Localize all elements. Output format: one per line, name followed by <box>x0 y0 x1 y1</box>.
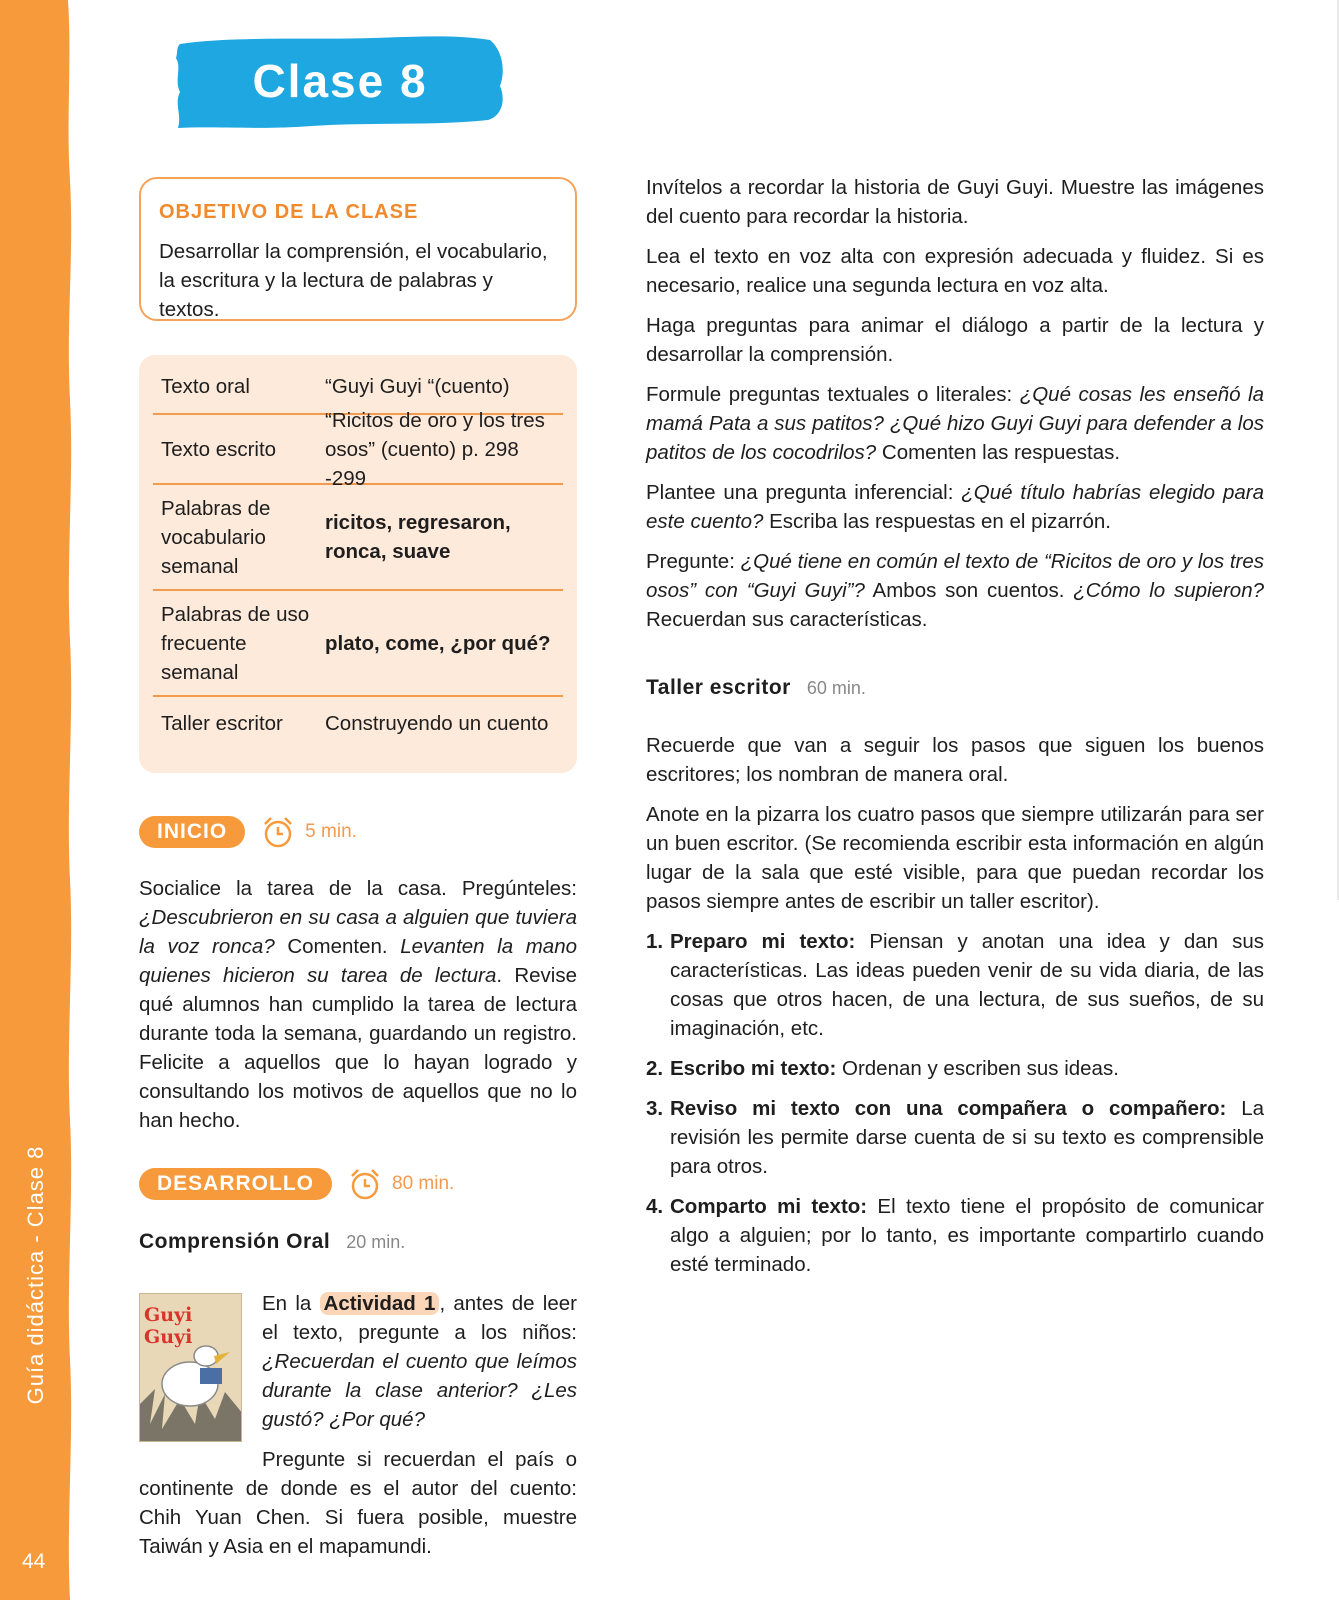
question-run: ¿Qué título habrías elegido para este cuento? <box>646 481 1264 533</box>
inicio-text: . Revise qué alumnos han cumplido la tarea de lectura durante toda la semana, guardando un registro. Felicite a aquellos que lo hayan logrado y consultando los motivos de aquellos que no lo han hecho. <box>139 964 577 1132</box>
step-text: El texto tiene el propósito de comunicar algo a alguien; por lo tanto, es importante compartirlo cuando esté terminado. <box>670 1195 1264 1276</box>
objective-box <box>139 177 577 321</box>
right-p3: Haga preguntas para animar el diálogo a partir de la lectura y desarrollar la comprensión. <box>646 314 1264 366</box>
question-run: ¿Qué cosas les enseñó la mamá Pata a sus patitos? ¿Qué hizo Guyi Guyi para defender a los patitos de los cocodrilos? <box>646 383 1264 464</box>
book-cover-title: Guyi Guyi <box>144 1304 193 1348</box>
table-row <box>153 408 563 490</box>
step-number: 4. <box>646 1195 664 1218</box>
inicio-text: Comenten. <box>274 935 401 958</box>
objective-heading: OBJETIVO DE LA CLASE <box>159 201 419 223</box>
text-run: Comenten las respuestas. <box>876 441 1121 464</box>
text-run: Escriba las respuestas en el pizarrón. <box>763 510 1111 533</box>
inicio-header <box>139 815 357 849</box>
sidebar-label: Guía didáctica - Clase 8 <box>23 1145 48 1405</box>
taller-minutes: 60 min. <box>806 678 866 698</box>
taller-title: Taller escritor <box>646 676 791 699</box>
step-title: Comparto mi texto: <box>670 1195 868 1218</box>
text-run: Plantee una pregunta inferencial: <box>646 481 962 504</box>
step-text: Ordenan y escriben sus ideas. <box>836 1057 1119 1080</box>
taller-p1: Recuerde que van a seguir los pasos que siguen los buenos escritores; los nombran de manera oral. <box>646 734 1264 786</box>
list-item <box>646 1054 1264 1083</box>
objective-text: Desarrollar la comprensión, el vocabulario, la escritura y la lectura de palabras y textos. <box>159 240 548 321</box>
question-run: ¿Cómo lo supieron? <box>1073 579 1264 602</box>
page-title-banner <box>172 30 508 132</box>
text-run: Recuerdan sus características. <box>646 608 928 631</box>
step-title: Reviso mi texto con una compañera o compañero: <box>670 1097 1227 1120</box>
alarm-clock-icon <box>261 815 295 849</box>
inicio-instruction: Levanten la mano quienes hicieron su tarea de lectura <box>139 935 577 987</box>
table-key: Palabras de vocabulario semanal <box>161 496 271 578</box>
table-key: Texto escrito <box>161 437 277 461</box>
taller-p2: Anote en la pizarra los cuatro pasos que siempre utilizarán para ser un buen escritor. (Se recomienda escribir esta información en algún lugar de la sala que esté visible, para que puedan recordar los pasos siempre antes de escribir un taller escritor). <box>646 803 1264 913</box>
step-text: Piensan y anotan una idea y dan sus características. Las ideas pueden venir de su vida diaria, de las cosas que otros hacen, de una lectura, de sus sueños, de su imaginación, etc. <box>670 930 1264 1040</box>
comprension-header <box>139 1230 405 1254</box>
right-p5 <box>646 478 1264 536</box>
table-key: Texto oral <box>161 374 250 398</box>
table-key: Palabras de uso frecuente semanal <box>161 602 310 684</box>
table-row <box>153 485 563 591</box>
actividad-question: ¿Recuerdan el cuento que leímos durante la clase anterior? ¿Les gustó? ¿Por qué? <box>262 1350 577 1431</box>
step-number: 3. <box>646 1097 664 1120</box>
step-title: Preparo mi texto: <box>670 930 856 953</box>
list-item <box>646 1192 1264 1279</box>
pais-text: Pregunte si recuerdan el país o continente de donde es el autor del cuento: Chih Yuan Chen. Si fuera posible, muestre Taiwán y Asia en el mapamundi. <box>139 1448 577 1558</box>
actividad-text: , antes de leer el texto, pregunte a los niños: <box>262 1292 577 1344</box>
list-item <box>646 927 1264 1043</box>
table-value: “Guyi Guyi “(cuento) <box>325 374 510 398</box>
page-number: 44 <box>22 1550 46 1573</box>
sidebar <box>0 0 72 1600</box>
class-info-table <box>139 355 577 773</box>
inicio-question: ¿Descubrieron en su casa a alguien que tuviera la voz ronca? <box>139 906 577 958</box>
pais-paragraph <box>139 1445 577 1572</box>
taller-header <box>646 676 866 700</box>
desarrollo-minutes: 80 min. <box>392 1173 455 1194</box>
question-run: ¿Qué tiene en común el texto de “Ricitos de oro y los tres osos” con “Guyi Guyi”? <box>646 550 1264 602</box>
table-key: Taller escritor <box>161 711 283 735</box>
right-p2: Lea el texto en voz alta con expresión adecuada y fluidez. Si es necesario, realice una segunda lectura en voz alta. <box>646 245 1264 297</box>
table-value: ricitos, regresaron, ronca, suave <box>325 511 511 563</box>
inicio-minutes: 5 min. <box>305 821 357 842</box>
table-value: plato, come, ¿por qué? <box>325 631 551 655</box>
table-value: Construyendo un cuento <box>325 711 549 735</box>
desarrollo-header <box>139 1167 454 1201</box>
writer-steps-list <box>646 927 1264 1279</box>
comprension-minutes: 20 min. <box>346 1232 406 1252</box>
right-p1: Invítelos a recordar la historia de Guyi Guyi. Muestre las imágenes del cuento para recordar la historia. <box>646 176 1264 228</box>
table-row <box>153 697 563 749</box>
table-row <box>153 591 563 697</box>
inicio-text: Socialice la tarea de la casa. Pregúnteles: <box>139 877 577 900</box>
step-title: Escribo mi texto: <box>670 1057 837 1080</box>
page-title: Clase 8 <box>252 55 428 107</box>
actividad-highlight: Actividad 1 <box>320 1292 440 1315</box>
step-text: La revisión les permite darse cuenta de si su texto es comprensible para otros. <box>670 1097 1264 1178</box>
right-intro <box>646 173 1264 645</box>
table-value: “Ricitos de oro y los tres osos” (cuento) p. 298 -299 <box>325 408 545 490</box>
step-number: 2. <box>646 1057 664 1080</box>
right-p6 <box>646 547 1264 634</box>
step-number: 1. <box>646 930 664 953</box>
book-cover-image <box>139 1293 242 1442</box>
desarrollo-pill: DESARROLLO <box>139 1168 332 1200</box>
text-run: Ambos son cuentos. <box>864 579 1074 602</box>
text-run: Pregunte: <box>646 550 741 573</box>
inicio-paragraph <box>139 874 577 1146</box>
text-run: Formule preguntas textuales o literales: <box>646 383 1020 406</box>
alarm-clock-icon <box>348 1167 382 1201</box>
inicio-pill: INICIO <box>139 816 245 848</box>
actividad-text: En la <box>262 1292 320 1315</box>
comprension-title: Comprensión Oral <box>139 1230 331 1253</box>
actividad-paragraph <box>262 1289 577 1445</box>
taller-body <box>646 731 1264 1290</box>
right-p4 <box>646 380 1264 467</box>
list-item <box>646 1094 1264 1181</box>
